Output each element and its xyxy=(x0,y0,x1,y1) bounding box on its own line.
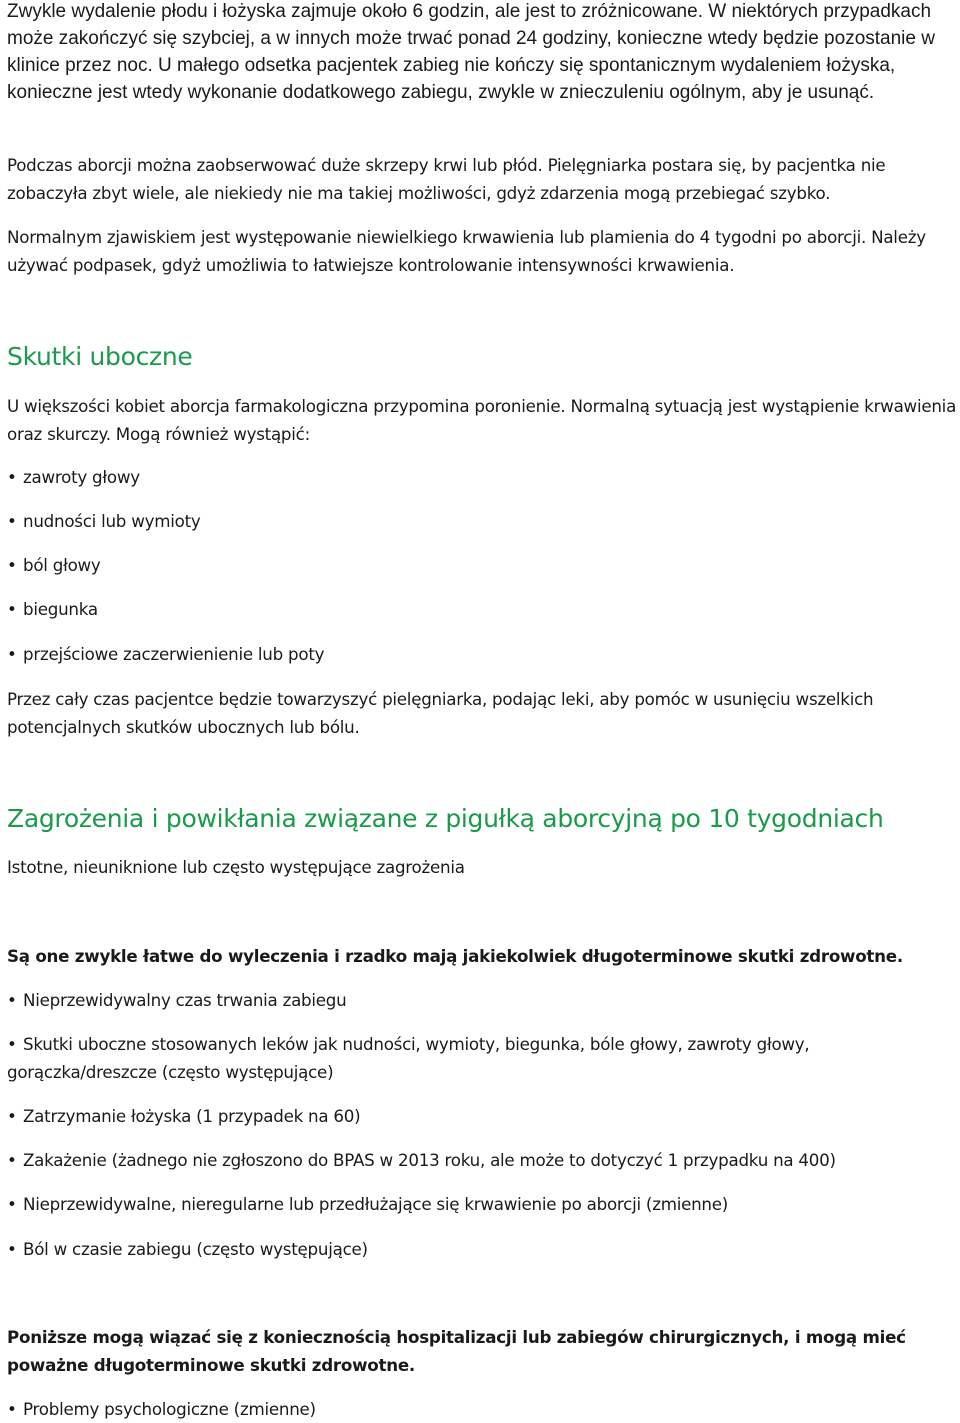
list-item-text: Nieprzewidywalny czas trwania zabiegu xyxy=(23,990,347,1010)
risks-subheading: Istotne, nieuniknione lub często występujące zagrożenia xyxy=(7,857,465,877)
list-item xyxy=(7,551,957,579)
side-effects-closing: Przez cały czas pacjentce będzie towarzyszyć pielęgniarka, podając leki, aby pomóc w usunięciu wszelkich potencjalnych skutków ubocznych lub bólu. xyxy=(7,689,874,737)
risks-bold-intro: Są one zwykle łatwe do wyleczenia i rzadko mają jakiekolwiek długoterminowe skutki zdrowotne. xyxy=(7,946,903,966)
bullet-glyph: • xyxy=(7,511,17,531)
list-item xyxy=(7,1190,957,1218)
list-item-text: Ból w czasie zabiegu (często występujące) xyxy=(23,1239,368,1259)
bullet-glyph: • xyxy=(7,990,17,1010)
list-item-text: Zakażenie (żadnego nie zgłoszono do BPAS w 2013 roku, ale może to dotyczyć 1 przypadku na 400) xyxy=(23,1150,836,1170)
list-item-text: biegunka xyxy=(23,599,98,619)
intro-paragraph-2: Podczas aborcji można zaobserwować duże skrzepy krwi lub płód. Pielęgniarka postara się, by pacjentka nie zobaczyła zbyt wiele, ale niekiedy nie ma takiej możliwości, gdyż zdarzenia mogą przebiegać szybko. xyxy=(7,155,886,203)
risks-serious-intro: Poniższe mogą wiązać się z koniecznością hospitalizacji lub zabiegów chirurgicznych, i mogą mieć poważne długoterminowe skutki zdrowotne. xyxy=(7,1327,906,1375)
bullet-glyph: • xyxy=(7,1399,17,1419)
bullet-glyph: • xyxy=(7,599,17,619)
bullet-glyph: • xyxy=(7,1034,17,1054)
bullet-glyph: • xyxy=(7,1106,17,1126)
list-item xyxy=(7,1030,957,1086)
list-item xyxy=(7,1235,957,1263)
list-item-text: ból głowy xyxy=(23,555,101,575)
intro-paragraph-1: Zwykle wydalenie płodu i łożyska zajmuje około 6 godzin, ale jest to zróżnicowane. W niektórych przypadkach może zakończyć się szybciej, a w innych może trwać ponad 24 godziny, konieczne wtedy będzie pozostanie w klinice przez noc. U małego odsetka pacjentek zabieg nie kończy się spontanicznym wydaleniem łożyska, konieczne jest wtedy wykonanie dodatkowego zabiegu, zwykle w znieczuleniu ogólnym, aby je usunąć. xyxy=(7,1,935,103)
list-item xyxy=(7,507,957,535)
risks-heading: Zagrożenia i powikłania związane z pigułką aborcyjną po 10 tygodniach xyxy=(7,804,884,833)
bullet-glyph: • xyxy=(7,467,17,487)
list-item xyxy=(7,1146,957,1174)
list-item xyxy=(7,463,957,491)
list-item-text: zawroty głowy xyxy=(23,467,140,487)
bullet-glyph: • xyxy=(7,1150,17,1170)
bullet-glyph: • xyxy=(7,555,17,575)
list-item xyxy=(7,986,957,1014)
intro-paragraph-3: Normalnym zjawiskiem jest występowanie niewielkiego krwawienia lub plamienia do 4 tygodni po aborcji. Należy używać podpasek, gdyż umożliwia to łatwiejsze kontrolowanie intensywności krwawienia. xyxy=(7,227,926,275)
list-item xyxy=(7,1102,957,1130)
bullet-glyph: • xyxy=(7,644,17,664)
list-item-text: przejściowe zaczerwienienie lub poty xyxy=(23,644,325,664)
list-item-text: nudności lub wymioty xyxy=(23,511,201,531)
list-item-text: Problemy psychologiczne (zmienne) xyxy=(23,1399,316,1419)
list-item-text: Skutki uboczne stosowanych leków jak nudności, wymioty, biegunka, bóle głowy, zawroty głowy, gorączka/dreszcze (często występujące) xyxy=(7,1034,810,1082)
side-effects-heading: Skutki uboczne xyxy=(7,342,193,371)
bullet-glyph: • xyxy=(7,1239,17,1259)
list-item xyxy=(7,595,957,623)
list-item xyxy=(7,640,957,668)
side-effects-intro: U większości kobiet aborcja farmakologiczna przypomina poronienie. Normalną sytuacją jest wystąpienie krwawienia oraz skurczy. Mogą również wystąpić: xyxy=(7,396,957,444)
bullet-glyph: • xyxy=(7,1194,17,1214)
list-item-text: Nieprzewidywalne, nieregularne lub przedłużające się krwawienie po aborcji (zmienne) xyxy=(23,1194,729,1214)
list-item-text: Zatrzymanie łożyska (1 przypadek na 60) xyxy=(23,1106,361,1126)
list-item xyxy=(7,1395,957,1423)
